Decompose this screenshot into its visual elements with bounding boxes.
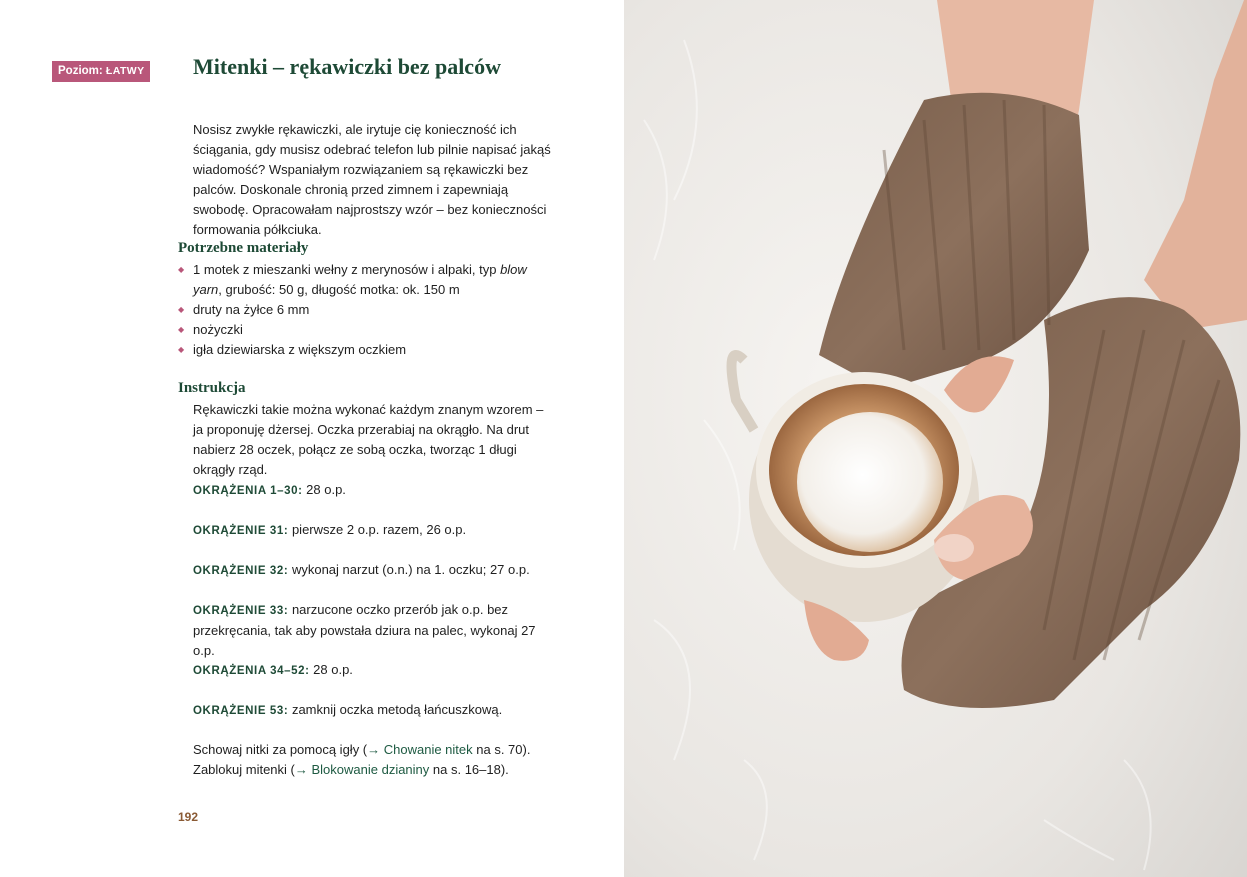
round-text: 28 o.p. <box>302 482 346 497</box>
page-title: Mitenki – rękawiczki bez palców <box>193 54 501 79</box>
hands-in-mittens-holding-cup-icon <box>624 0 1247 877</box>
material-text: druty na żyłce 6 mm <box>193 302 310 317</box>
round-step <box>193 700 555 721</box>
list-item <box>178 260 558 300</box>
round-step <box>193 660 555 681</box>
page-number: 192 <box>178 810 199 824</box>
mittens-photo <box>624 0 1247 877</box>
instructions-intro: Rękawiczki takie można wykonać każdym znanym wzorem – ja proponuję dżersej. Oczka przerabiaj na okrągło. Na drut nabierz 28 oczek, połącz ze sobą oczka, tworząc 1 długi okrągły rząd. <box>193 402 544 477</box>
round-text: pierwsze 2 o.p. razem, 26 o.p. <box>288 522 467 537</box>
difficulty-value: ŁATWY <box>105 65 145 77</box>
materials-heading: Potrzebne materiały <box>178 240 309 256</box>
material-text: igła dziewiarska z większym oczkiem <box>193 342 407 357</box>
material-text: , grubość: 50 g, długość motka: ok. 150 m <box>218 282 460 297</box>
round-label: OKRĄŻENIA 1–30: <box>193 485 303 497</box>
material-text: nożyczki <box>193 322 243 337</box>
closing-text: Schowaj nitki za pomocą igły ( <box>193 742 368 757</box>
round-text: wykonaj narzut (o.n.) na 1. oczku; 27 o.p. <box>288 562 530 577</box>
round-text: zamknij oczka metodą łańcuszkową. <box>288 702 503 717</box>
material-text: 1 motek z mieszanki wełny z merynosów i alpaki, typ <box>193 262 501 277</box>
list-item <box>178 340 558 360</box>
list-item <box>178 320 558 340</box>
round-label: OKRĄŻENIE 53: <box>193 705 289 717</box>
xref-link-blocking[interactable]: → Blokowanie dzianiny <box>294 762 430 777</box>
closing-text: na s. 70). Zablokuj mitenki ( <box>193 742 531 777</box>
round-step <box>193 520 555 541</box>
round-text: 28 o.p. <box>309 662 353 677</box>
materials-list <box>178 260 558 360</box>
round-step <box>193 600 555 661</box>
round-text: narzucone oczko przerób jak o.p. bez przekręcania, tak aby powstała dziura na palec, wykonaj 27 o.p. <box>193 602 536 658</box>
round-step <box>193 560 555 581</box>
closing-text: na s. 16–18). <box>429 762 509 777</box>
diamond-bullet-icon: ◆ <box>178 345 185 354</box>
round-label: OKRĄŻENIA 34–52: <box>193 665 310 677</box>
difficulty-badge <box>52 61 150 82</box>
material-italic: blow yarn <box>193 262 527 297</box>
diamond-bullet-icon: ◆ <box>178 305 185 314</box>
xref-link-hiding-ends[interactable]: → Chowanie nitek <box>367 742 473 757</box>
list-item <box>178 300 558 320</box>
diamond-bullet-icon: ◆ <box>178 325 185 334</box>
round-label: OKRĄŻENIE 32: <box>193 565 289 577</box>
closing-paragraph <box>193 740 555 780</box>
round-label: OKRĄŻENIE 31: <box>193 525 289 537</box>
round-step <box>193 480 555 501</box>
intro-paragraph: Nosisz zwykłe rękawiczki, ale irytuje cię konieczność ich ściągania, gdy musisz odebrać telefon lub pilnie napisać jakąś wiadomość? Wspaniałym rozwiązaniem są rękawiczki bez palców. Doskonale chronią przed zimnem i zapewniają swobodę. Opracowałam najprostszy wzór – bez konieczności formowania półkciuka. <box>193 122 551 237</box>
difficulty-prefix: Poziom: <box>58 65 106 77</box>
round-label: OKRĄŻENIE 33: <box>193 605 289 617</box>
diamond-bullet-icon: ◆ <box>178 265 185 274</box>
instructions-heading: Instrukcja <box>178 380 246 396</box>
